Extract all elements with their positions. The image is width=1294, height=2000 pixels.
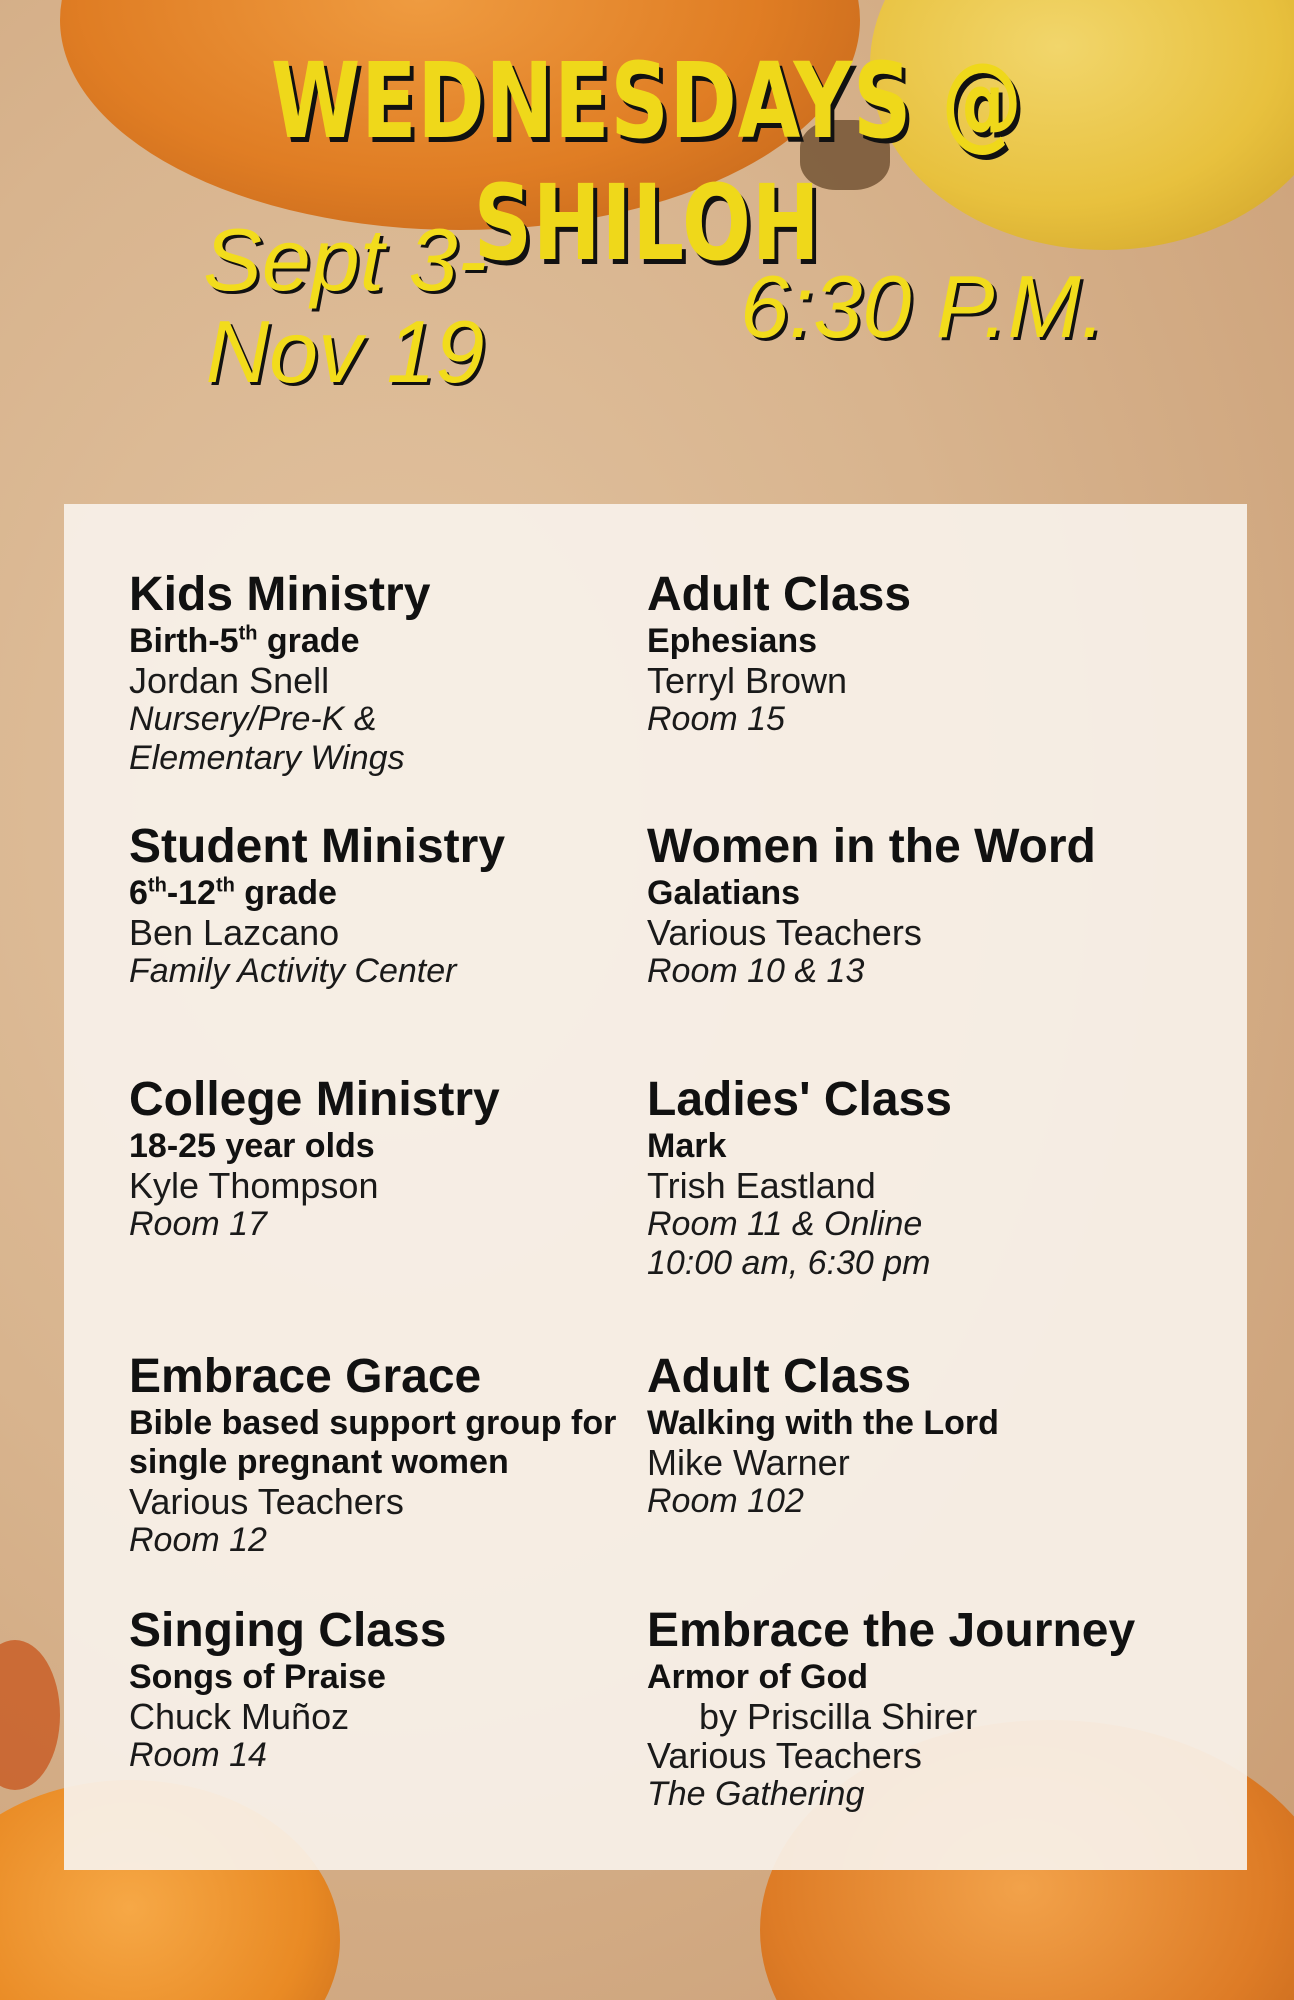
class-ladies-class — [647, 1073, 952, 1283]
class-teacher: Various Teachers — [647, 912, 922, 953]
class-women-in-the-word — [647, 820, 1096, 991]
class-heading: Embrace the Journey — [647, 1604, 1136, 1657]
class-subtitle: Bible based support group for single pregnant women — [129, 1404, 617, 1481]
leaf-left-image — [0, 1640, 60, 1790]
class-subtitle: Mark — [647, 1127, 727, 1165]
class-adult-walking — [647, 1350, 999, 1521]
class-location: Room 11 & Online — [647, 1205, 923, 1243]
class-heading: Kids Ministry — [129, 568, 431, 621]
class-location: Room 12 — [129, 1521, 267, 1559]
class-embrace-grace — [129, 1350, 629, 1560]
class-teacher: Various Teachers — [647, 1735, 922, 1776]
class-location: The Gathering — [647, 1775, 865, 1813]
class-heading: Women in the Word — [647, 820, 1096, 873]
class-subtitle: Birth-5th grade — [129, 622, 360, 660]
class-embrace-the-journey — [647, 1604, 1135, 1814]
class-location: Room 15 — [647, 700, 785, 738]
class-teacher: Kyle Thompson — [129, 1165, 379, 1206]
class-heading: Singing Class — [129, 1604, 447, 1657]
date-range: Sept 3- Nov 19 — [203, 210, 487, 401]
class-kids-ministry — [129, 568, 469, 778]
class-location: Nursery/Pre-K & Elementary Wings — [129, 700, 405, 777]
class-singing-class — [129, 1604, 446, 1775]
class-teacher: Terryl Brown — [647, 660, 848, 701]
class-heading: Embrace Grace — [129, 1350, 482, 1403]
class-subtitle: Songs of Praise — [129, 1658, 386, 1696]
class-location: Room 17 — [129, 1205, 267, 1243]
class-time: 10:00 am, 6:30 pm — [647, 1244, 931, 1282]
class-heading: Adult Class — [647, 568, 912, 621]
class-teacher: Chuck Muñoz — [129, 1696, 350, 1737]
class-heading: Student Ministry — [129, 820, 506, 873]
class-teacher: Ben Lazcano — [129, 912, 340, 953]
class-subtitle: 6th-12th grade — [129, 874, 337, 912]
class-subtitle: 18-25 year olds — [129, 1127, 375, 1165]
event-time: 6:30 P.M. — [740, 257, 1106, 356]
class-location: Family Activity Center — [129, 952, 457, 990]
class-adult-ephesians — [647, 568, 911, 739]
class-teacher: Jordan Snell — [129, 660, 330, 701]
class-heading: Adult Class — [647, 1350, 912, 1403]
class-subtitle: Armor of God — [647, 1658, 868, 1696]
class-teacher: Various Teachers — [129, 1481, 404, 1522]
page-title: WEDNESDAYS @ SHILOH — [270, 40, 1024, 284]
class-location: Room 10 & 13 — [647, 952, 865, 990]
class-heading: College Ministry — [129, 1073, 500, 1126]
class-subtitle: Walking with the Lord — [647, 1404, 999, 1442]
class-college-ministry — [129, 1073, 500, 1244]
class-teacher: Mike Warner — [647, 1442, 850, 1483]
class-student-ministry — [129, 820, 505, 991]
class-subtitle: Galatians — [647, 874, 801, 912]
class-heading: Ladies' Class — [647, 1073, 952, 1126]
class-teacher: Trish Eastland — [647, 1165, 876, 1206]
class-location: Room 14 — [129, 1736, 267, 1774]
class-author: by Priscilla Shirer — [699, 1696, 978, 1737]
class-subtitle: Ephesians — [647, 622, 818, 660]
class-location: Room 102 — [647, 1482, 804, 1520]
